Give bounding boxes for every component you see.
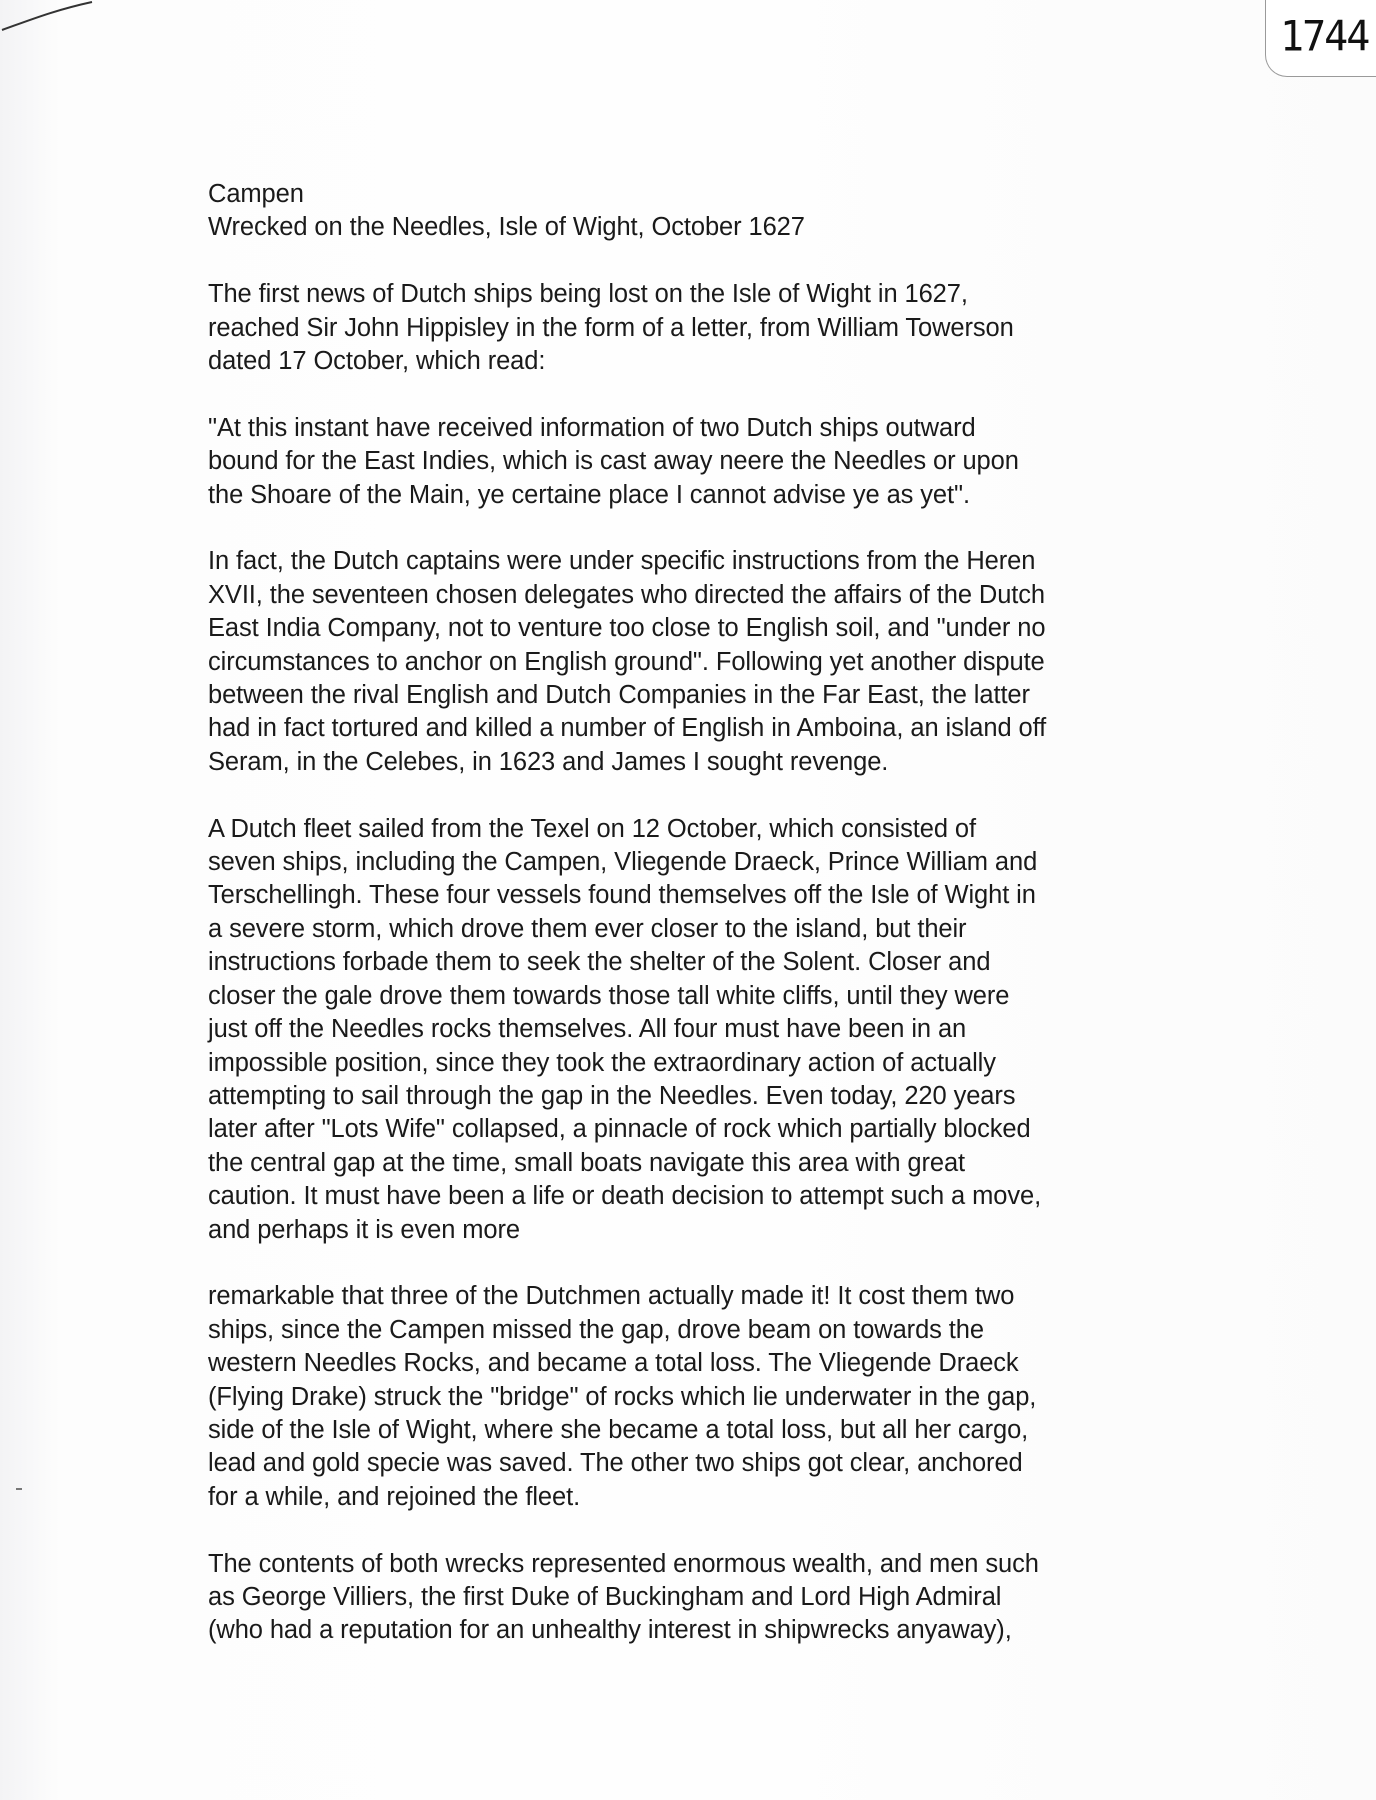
text-line: remarkable that three of the Dutchmen actually made it! It cost them two — [208, 1282, 1015, 1311]
text-line: for a while, and rejoined the fleet. — [208, 1482, 581, 1511]
text-line: attempting to sail through the gap in the Needles. Even today, 220 years — [208, 1081, 1016, 1110]
pen-stroke-mark — [0, 0, 100, 40]
document-body — [208, 178, 1218, 1648]
text-line: between the rival English and Dutch Companies in the Far East, the latter — [208, 681, 1030, 710]
text-line: East India Company, not to venture too close to English soil, and "under no — [208, 614, 1046, 643]
text-line: side of the Isle of Wight, where she became a total loss, but all her cargo, — [208, 1415, 1029, 1444]
text-line: as George Villiers, the first Duke of Buckingham and Lord High Admiral — [208, 1582, 1002, 1611]
text-line: circumstances to anchor on English ground". Following yet another dispute — [208, 647, 1045, 676]
text-line: Seram, in the Celebes, in 1623 and James I sought revenge. — [208, 747, 889, 776]
archive-tag-number: 1744 — [1280, 12, 1369, 62]
text-line: XVII, the seventeen chosen delegates who directed the affairs of the Dutch — [208, 580, 1046, 609]
text-line: (Flying Drake) struck the "bridge" of rocks which lie underwater in the gap, — [208, 1382, 1037, 1411]
text-line: just off the Needles rocks themselves. All four must have been in an — [208, 1015, 967, 1044]
text-line: instructions forbade them to seek the shelter of the Solent. Closer and — [208, 948, 991, 977]
text-line: seven ships, including the Campen, Vliegende Draeck, Prince William and — [208, 848, 1038, 877]
text-line: the Shoare of the Main, ye certaine place I cannot advise ye as yet". — [208, 480, 970, 509]
text-line: impossible position, since they took the extraordinary action of actually — [208, 1048, 996, 1077]
text-line: had in fact tortured and killed a number of English in Amboina, an island off — [208, 714, 1047, 743]
text-line: closer the gale drove them towards those tall white cliffs, until they were — [208, 981, 1010, 1010]
text-line: later after "Lots Wife" collapsed, a pinnacle of rock which partially blocked — [208, 1115, 1031, 1144]
text-line: A Dutch fleet sailed from the Texel on 12 October, which consisted of — [208, 814, 976, 843]
paragraph-2 — [208, 412, 1218, 512]
text-line: The first news of Dutch ships being lost on the Isle of Wight in 1627, — [208, 280, 968, 309]
archive-tag-box — [1265, 0, 1376, 77]
spacer — [208, 378, 1218, 411]
text-line: reached Sir John Hippisley in the form of a letter, from William Towerson — [208, 313, 1014, 342]
text-line: (who had a reputation for an unhealthy interest in shipwrecks anyaway), — [208, 1616, 1012, 1645]
document-subtitle: Wrecked on the Needles, Isle of Wight, October 1627 — [208, 213, 805, 242]
text-line: lead and gold specie was saved. The other two ships got clear, anchored — [208, 1449, 1023, 1478]
text-line: a severe storm, which drove them ever closer to the island, but their — [208, 914, 967, 943]
spacer — [208, 512, 1218, 545]
text-line: caution. It must have been a life or death decision to attempt such a move, — [208, 1182, 1042, 1211]
text-line: bound for the East Indies, which is cast away neere the Needles or upon — [208, 447, 1019, 476]
spacer — [208, 1514, 1218, 1547]
text-line: In fact, the Dutch captains were under specific instructions from the Heren — [208, 547, 1036, 576]
text-line: Terschellingh. These four vessels found themselves off the Isle of Wight in — [208, 881, 1036, 910]
text-line: and perhaps it is even more — [208, 1215, 520, 1244]
paragraph-6 — [208, 1548, 1218, 1648]
text-line: western Needles Rocks, and became a total loss. The Vliegende Draeck — [208, 1349, 1019, 1378]
text-line: "At this instant have received information of two Dutch ships outward — [208, 413, 976, 442]
document-title: Campen — [208, 180, 304, 208]
text-line: the central gap at the time, small boats navigate this area with great — [208, 1148, 966, 1177]
margin-tick — [16, 1488, 22, 1490]
text-line: ships, since the Campen missed the gap, drove beam on towards the — [208, 1315, 984, 1344]
text-line: dated 17 October, which read: — [208, 347, 546, 376]
spacer — [208, 779, 1218, 812]
spacer — [208, 1247, 1218, 1280]
paragraph-4 — [208, 813, 1218, 1247]
paragraph-5 — [208, 1280, 1218, 1514]
paragraph-3 — [208, 545, 1218, 779]
spacer — [208, 245, 1218, 278]
paragraph-1 — [208, 278, 1218, 378]
text-line: The contents of both wrecks represented enormous wealth, and men such — [208, 1549, 1039, 1578]
